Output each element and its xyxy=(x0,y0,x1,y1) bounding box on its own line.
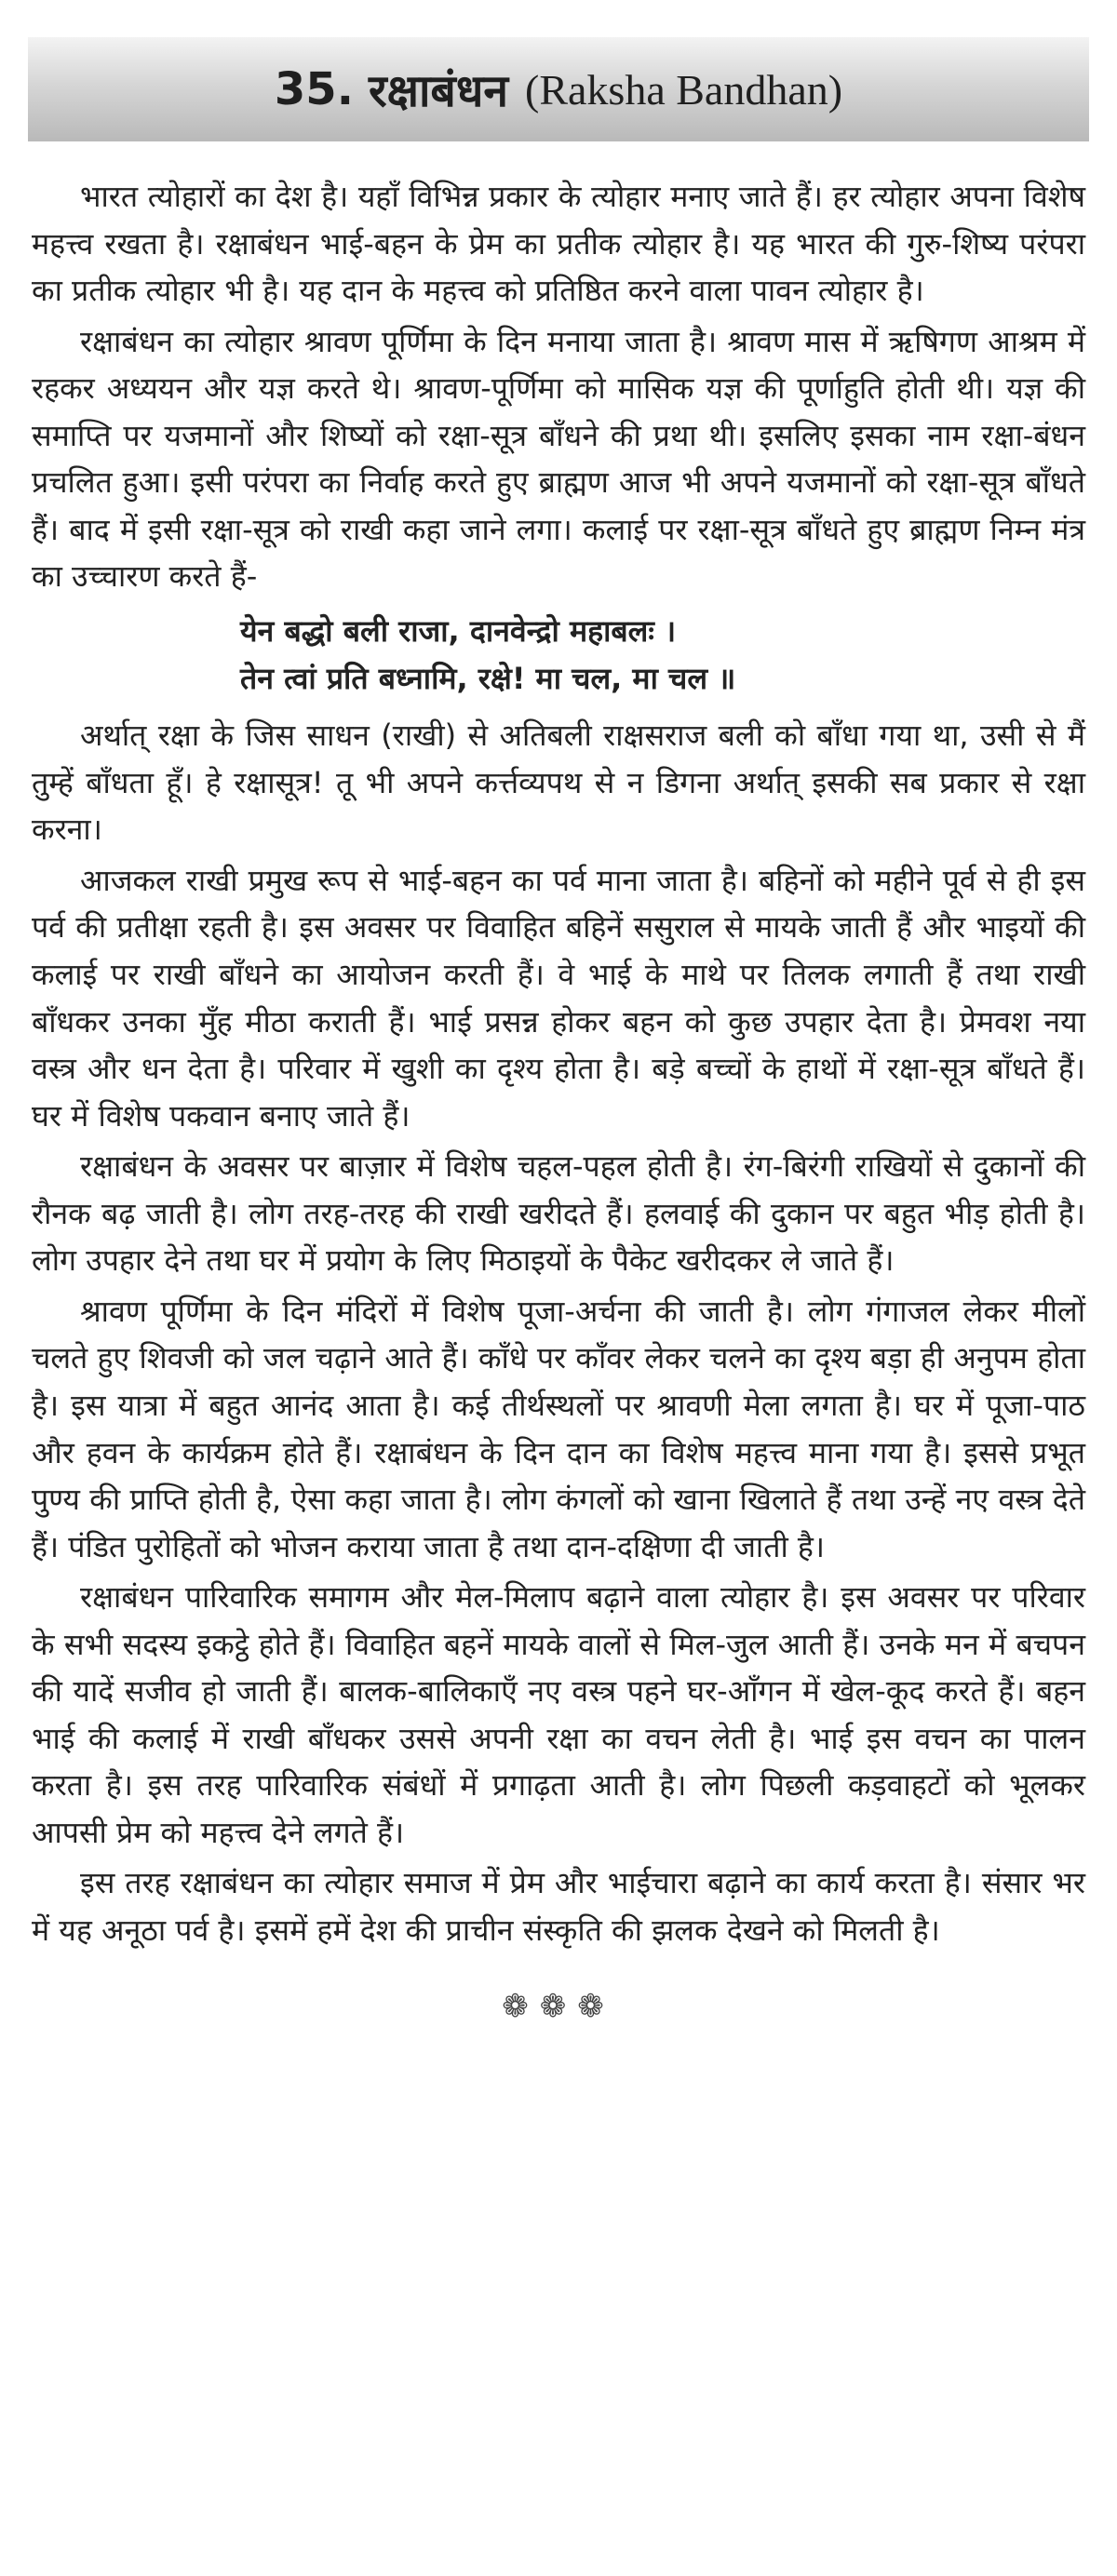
essay-title-hindi: रक्षाबंधन xyxy=(368,64,508,117)
paragraph-3: अर्थात् रक्षा के जिस साधन (राखी) से अतिबली राक्षसराज बली को बाँधा गया था, उसी से मैं तुम्हें बाँधता हूँ। हे रक्षासूत्र! तू भी अपने कर्त्तव्यपथ से न डिगना अर्थात् इसकी सब प्रकार से रक्षा करना। xyxy=(32,718,1085,848)
paragraph-6: श्रावण पूर्णिमा के दिन मंदिरों में विशेष पूजा-अर्चना की जाती है। लोग गंगाजल लेकर मीलों चलते हुए शिवजी को जल चढ़ाने आते हैं। काँधे पर काँवर लेकर चलने का दृश्य बड़ा ही अनुपम होता है। इस यात्रा में बहुत आनंद आता है। कई तीर्थस्थलों पर श्रावणी मेला लगता है। घर में पूजा-पाठ और हवन के कार्यक्रम होते हैं। रक्षाबंधन के दिन दान का विशेष महत्त्व माना गया है। इससे प्रभूत पुण्य की प्राप्ति होती है, ऐसा कहा जाता है। लोग कंगलों को खाना खिलाते हैं तथा उन्हें नए वस्त्र देते हैं। पंडित पुरोहितों को भोजन कराया जाता है तथा दान-दक्षिणा दी जाती है। xyxy=(32,1293,1085,1564)
mantra-block xyxy=(32,608,1085,703)
essay-page xyxy=(28,37,1089,2550)
paragraph-8: इस तरह रक्षाबंधन का त्योहार समाज में प्रेम और भाईचारा बढ़ाने का कार्य करता है। संसार भर में यह अनूठा पर्व है। इसमें हमें देश की प्राचीन संस्कृति की झलक देखने को मिलती है। xyxy=(32,1865,1085,1948)
mantra-line-2: तेन त्वां प्रति बध्नामि, रक्षे! मा चल, मा चल ॥ xyxy=(240,661,736,697)
paragraph-5: रक्षाबंधन के अवसर पर बाज़ार में विशेष चहल-पहल होती है। रंग-बिरंगी राखियों से दुकानों की रौनक बढ़ जाती है। लोग तरह-तरह की राखी खरीदते हैं। हलवाई की दुकान पर बहुत भीड़ होती है। लोग उपहार देने तथा घर में प्रयोग के लिए मिठाइयों के पैकेट खरीदकर ले जाते हैं। xyxy=(32,1148,1085,1279)
flower-ornament-icon: ❁❁❁ xyxy=(502,1987,615,2025)
essay-title-english: (Raksha Bandhan) xyxy=(525,65,843,114)
paragraph-1: भारत त्योहारों का देश है। यहाँ विभिन्न प्रकार के त्योहार मनाए जाते हैं। हर त्योहार अपना विशेष महत्त्व रखता है। रक्षाबंधन भाई-बहन के प्रेम का प्रतीक त्योहार है। यह भारत की गुरु-शिष्य परंपरा का प्रतीक त्योहार भी है। यह दान के महत्त्व को प्रतिष्ठित करने वाला पावन त्योहार है। xyxy=(32,179,1085,309)
title-banner xyxy=(28,37,1089,141)
paragraph-7: रक्षाबंधन पारिवारिक समागम और मेल-मिलाप बढ़ाने वाला त्योहार है। इस अवसर पर परिवार के सभी सदस्य इकट्ठे होते हैं। विवाहित बहनें मायके वालों से मिल-जुल आती हैं। उनके मन में बचपन की यादें सजीव हो जाती हैं। बालक-बालिकाएँ नए वस्त्र पहने घर-आँगन में खेल-कूद करते हैं। बहन भाई की कलाई में राखी बाँधकर उससे अपनी रक्षा का वचन लेती है। भाई इस वचन का पालन करता है। इस तरह पारिवारिक संबंधों में प्रगाढ़ता आती है। लोग पिछली कड़वाहटों को भूलकर आपसी प्रेम को महत्त्व देने लगते हैं। xyxy=(32,1579,1085,1850)
mantra-line-1: येन बद्धो बली राजा, दानवेन्द्रो महाबलः । xyxy=(240,612,677,649)
essay-body xyxy=(28,173,1089,2025)
essay-number: 35. xyxy=(274,63,354,115)
paragraph-4: आजकल राखी प्रमुख रूप से भाई-बहन का पर्व माना जाता है। बहिनों को महीने पूर्व से ही इस पर्व की प्रतीक्षा रहती है। इस अवसर पर विवाहित बहिनें ससुराल से मायके जाती हैं और भाइयों की कलाई पर राखी बाँधने का आयोजन करती हैं। वे भाई के माथे पर तिलक लगाती हैं तथा राखी बाँधकर उनका मुँह मीठा कराती हैं। भाई प्रसन्न होकर बहन को कुछ उपहार देता है। प्रेमवश नया वस्त्र और धन देता है। परिवार में खुशी का दृश्य होता है। बड़े बच्चों के हाथों में रक्षा-सूत्र बाँधते हैं। घर में विशेष पकवान बनाए जाते हैं। xyxy=(32,862,1085,1134)
paragraph-2: रक्षाबंधन का त्योहार श्रावण पूर्णिमा के दिन मनाया जाता है। श्रावण मास में ऋषिगण आश्रम में रहकर अध्ययन और यज्ञ करते थे। श्रावण-पूर्णिमा को मासिक यज्ञ की पूर्णाहुति होती थी। यज्ञ की समाप्ति पर यजमानों और शिष्यों को रक्षा-सूत्र बाँधने की प्रथा थी। इसलिए इसका नाम रक्षा-बंधन प्रचलित हुआ। इसी परंपरा का निर्वाह करते हुए ब्राह्मण आज भी अपने यजमानों को रक्षा-सूत्र बाँधते हैं। बाद में इसी रक्षा-सूत्र को राखी कहा जाने लगा। कलाई पर रक्षा-सूत्र बाँधते हुए ब्राह्मण निम्न मंत्र का उच्चारण करते हैं- xyxy=(32,323,1085,595)
